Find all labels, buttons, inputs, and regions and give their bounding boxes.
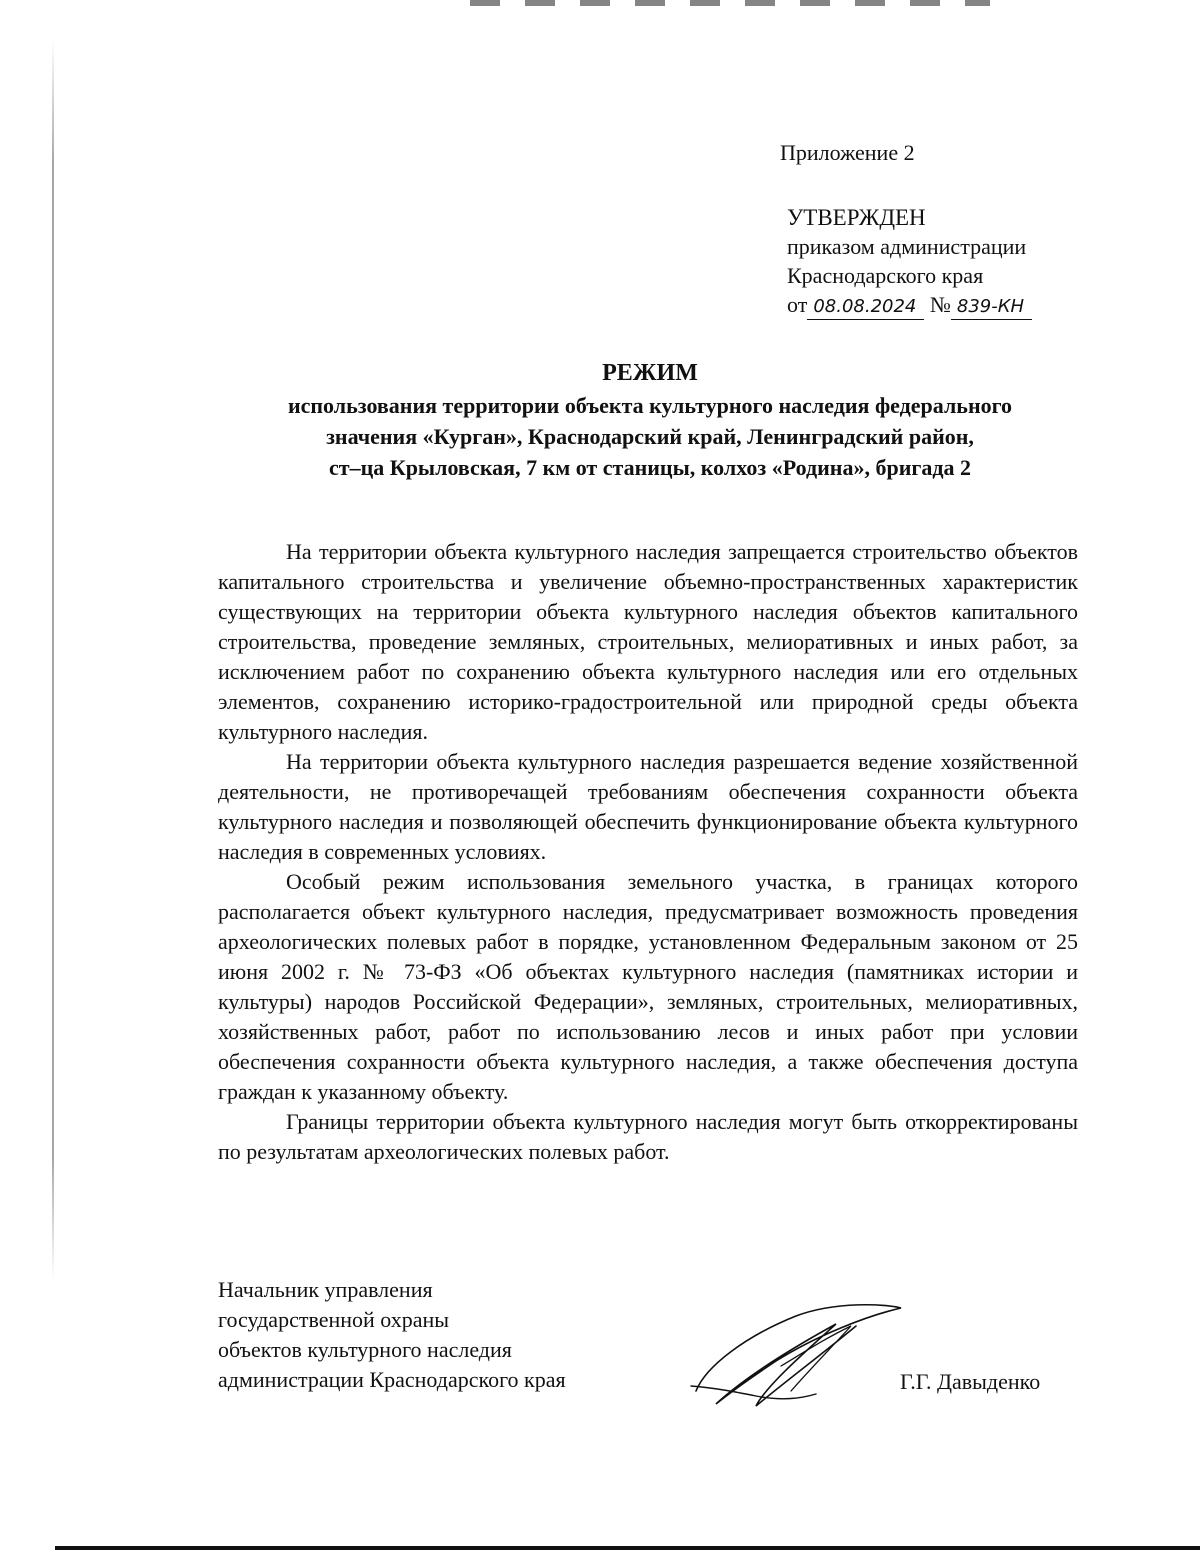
position-line-1: Начальник управления [218, 1277, 433, 1302]
approval-block [787, 203, 1032, 320]
order-date: 08.08.2024 [807, 295, 924, 320]
scan-left-edge [52, 40, 54, 1280]
scan-bottom-edge [55, 1546, 1200, 1550]
scan-top-marks [470, 0, 990, 6]
date-prefix: от [787, 292, 808, 317]
position-line-3: объектов культурного наследия [218, 1337, 512, 1362]
order-number: 839-КН [951, 295, 1032, 320]
position-line-2: государственной охраны [218, 1307, 450, 1332]
title-line-2: значения «Курган», Краснодарский край, Ленинградский район, [326, 424, 974, 449]
paragraph-4: Границы территории объекта культурного наследия могут быть откорректированы по результатам археологических полевых работ. [218, 1109, 1078, 1164]
approved-word: УТВЕРЖДЕН [787, 205, 926, 230]
title-line-3: ст–ца Крыловская, 7 км от станицы, колхоз «Родина», бригада 2 [329, 455, 971, 480]
annex-label: Приложение 2 [780, 140, 915, 165]
order-date-number-line [787, 290, 1032, 320]
document-title: РЕЖИМ [602, 360, 698, 386]
title-line-1: использования территории объекта культурного наследия федерального [287, 393, 1013, 418]
document-title-block [190, 358, 1110, 483]
document-body [218, 537, 1078, 1167]
signatory-position [218, 1275, 566, 1395]
number-prefix: № [929, 292, 951, 317]
paragraph-2: На территории объекта культурного наследия разрешается ведение хозяйственной деятельности, не противоречащей требованиям обеспечения сохранности объекта культурного наследия и позволяющей обеспечить функционирование объекта культурного наследия в современных условиях. [218, 749, 1078, 864]
position-line-4: администрации Краснодарского края [218, 1367, 566, 1392]
paragraph-1: На территории объекта культурного наследия запрещается строительство объектов капитального строительства и увеличение объемно-пространственных характеристик существующих на территории объекта культурного наследия объектов капитального строительства, проведение земляных, строительных, мелиоративных и иных работ, за исключением работ по сохранению объекта культурного наследия или его отдельных элементов, сохранению историко-градостроительной или природной среды объекта культурного наследия. [218, 539, 1078, 744]
handwritten-signature [686, 1296, 916, 1416]
approved-by-line2: Краснодарского края [787, 263, 984, 288]
approved-by-line1: приказом администрации [787, 234, 1027, 259]
paragraph-3: Особый режим использования земельного участка, в границах которого располагается объект культурного наследия, предусматривает возможность проведения археологических полевых работ в порядке, установленном Федеральным законом от 25 июня 2002 г. № 73-ФЗ «Об объектах культурного наследия (памятниках истории и культуры) народов Российской Федерации», земляных, строительных, мелиоративных, хозяйственных работ, работ по использованию лесов и иных работ при условии обеспечения сохранности объекта культурного наследия, а также обеспечения доступа граждан к указанному объекту. [218, 869, 1078, 1104]
signer-name: Г.Г. Давыденко [900, 1369, 1041, 1394]
